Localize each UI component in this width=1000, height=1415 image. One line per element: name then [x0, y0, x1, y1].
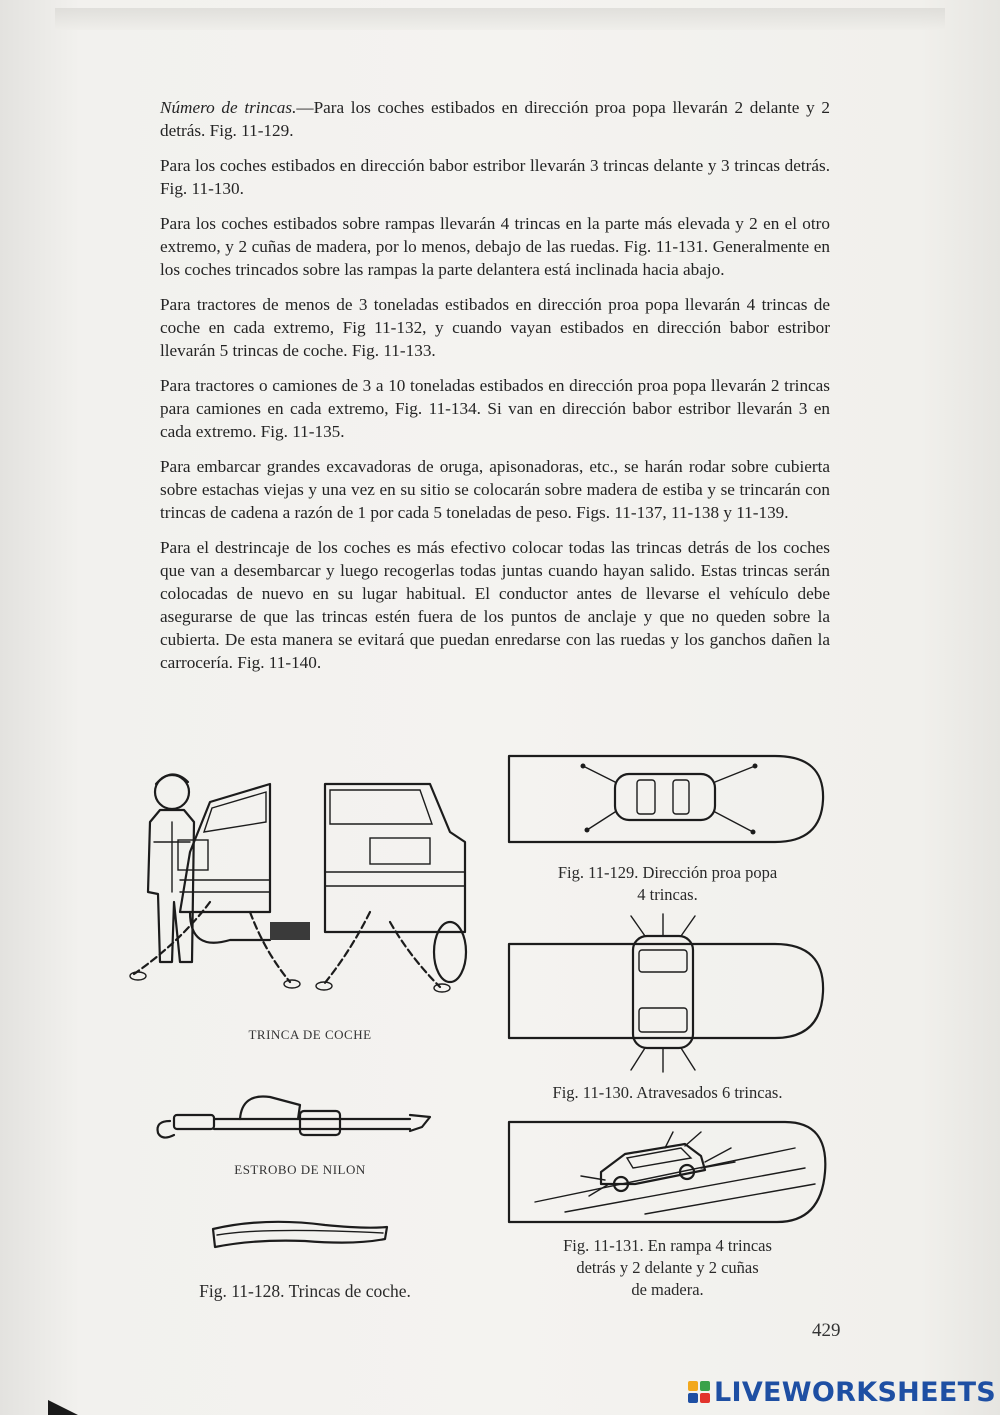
page-top-shadow: [55, 8, 945, 30]
caption-fig-11-131: Fig. 11-131. En rampa 4 trincas detrás y 2 delante y 2 cuñas de madera.: [563, 1236, 772, 1299]
caption-fig-11-128: Fig. 11-128. Trincas de coche.: [199, 1281, 411, 1301]
liveworksheets-watermark: [688, 1375, 996, 1409]
caption-fig-11-129: Fig. 11-129. Dirección proa popa 4 trincas.: [557, 863, 778, 904]
liveworksheets-logo-icon: [688, 1381, 710, 1403]
car-lashing-illustration: [120, 762, 480, 1002]
paragraph-1: Número de trincas.—Para los coches estibados en dirección proa popa llevarán 2 delante y 2 detrás. Fig. 11-129.: [160, 98, 830, 140]
paragraph-4: Para tractores de menos de 3 toneladas estibados en dirección proa popa llevarán 4 trincas de coche en cada extremo, Fig 11-132, y cuando vayan estibados en dirección babor estribor llevarán 5 trincas de coche. Fig. 11-133.: [160, 295, 830, 360]
paragraph-2: Para los coches estibados en dirección babor estribor llevarán 3 trincas delante y 3 trincas detrás. Fig. 11-130.: [160, 156, 830, 198]
paragraph-lead: Número de trincas.: [160, 98, 297, 117]
paragraph-7: Para el destrincaje de los coches es más efectivo colocar todas las trincas detrás de los coches que van a desembarcar y luego recogerlas todas juntas cuando hayan salido. Estas trincas serán colocadas de nuevo en su lugar habitual. El conductor antes de llevarse el vehículo debe asegurarse de que las trincas estén fuera de los puntos de anclaje y que no queden sobre la cubierta. De esta manera se evitará que puedan enredarse con las ruedas y los ganchos dañen la carrocería. Fig. 11-140.: [160, 538, 830, 672]
diagram-atravesados: [505, 912, 830, 1077]
diagram-en-rampa: [505, 1118, 830, 1228]
brand-name: LIVEWORKSHEETS: [714, 1376, 997, 1408]
label-trinca-de-coche: TRINCA DE COCHE: [248, 1027, 372, 1042]
paragraph-5: Para tractores o camiones de 3 a 10 toneladas estibados en dirección proa popa llevarán 2 trincas para camiones en cada extremo, Fig. 11-134. Si van en dirección babor estribor llevarán 3 en cada extremo. Fig. 11-135.: [160, 376, 830, 441]
paragraph-3: Para los coches estibados sobre rampas llevarán 4 trincas en la parte más elevada y 2 en el otro extremo, y 2 cuñas de madera, por lo menos, debajo de las ruedas. Fig. 11-131. Generalmente en los coches trincados sobre las rampas la parte delantera está inclinada hacia abajo.: [160, 214, 830, 279]
nylon-loop-strap-drawing: [205, 1215, 395, 1255]
page-corner-shadow: [48, 1390, 78, 1415]
caption-fig-11-130: Fig. 11-130. Atravesados 6 trincas.: [552, 1083, 783, 1102]
label-estrobo-de-nilon: ESTROBO DE NILON: [234, 1162, 366, 1177]
nylon-strap-with-hooks-drawing: [150, 1085, 440, 1145]
body-text: [160, 96, 830, 686]
page-number: 429: [812, 1320, 841, 1341]
paragraph-6: Para embarcar grandes excavadoras de oruga, apisonadoras, etc., se harán rodar sobre cubierta sobre estachas viejas y una vez en su sitio se colocarán sobre madera de estiba y se trincarán con trincas de cadena a razón de 1 por cada 5 toneladas de peso. Figs. 11-137, 11-138 y 11-139.: [160, 457, 830, 522]
diagram-proa-popa: [505, 752, 830, 847]
